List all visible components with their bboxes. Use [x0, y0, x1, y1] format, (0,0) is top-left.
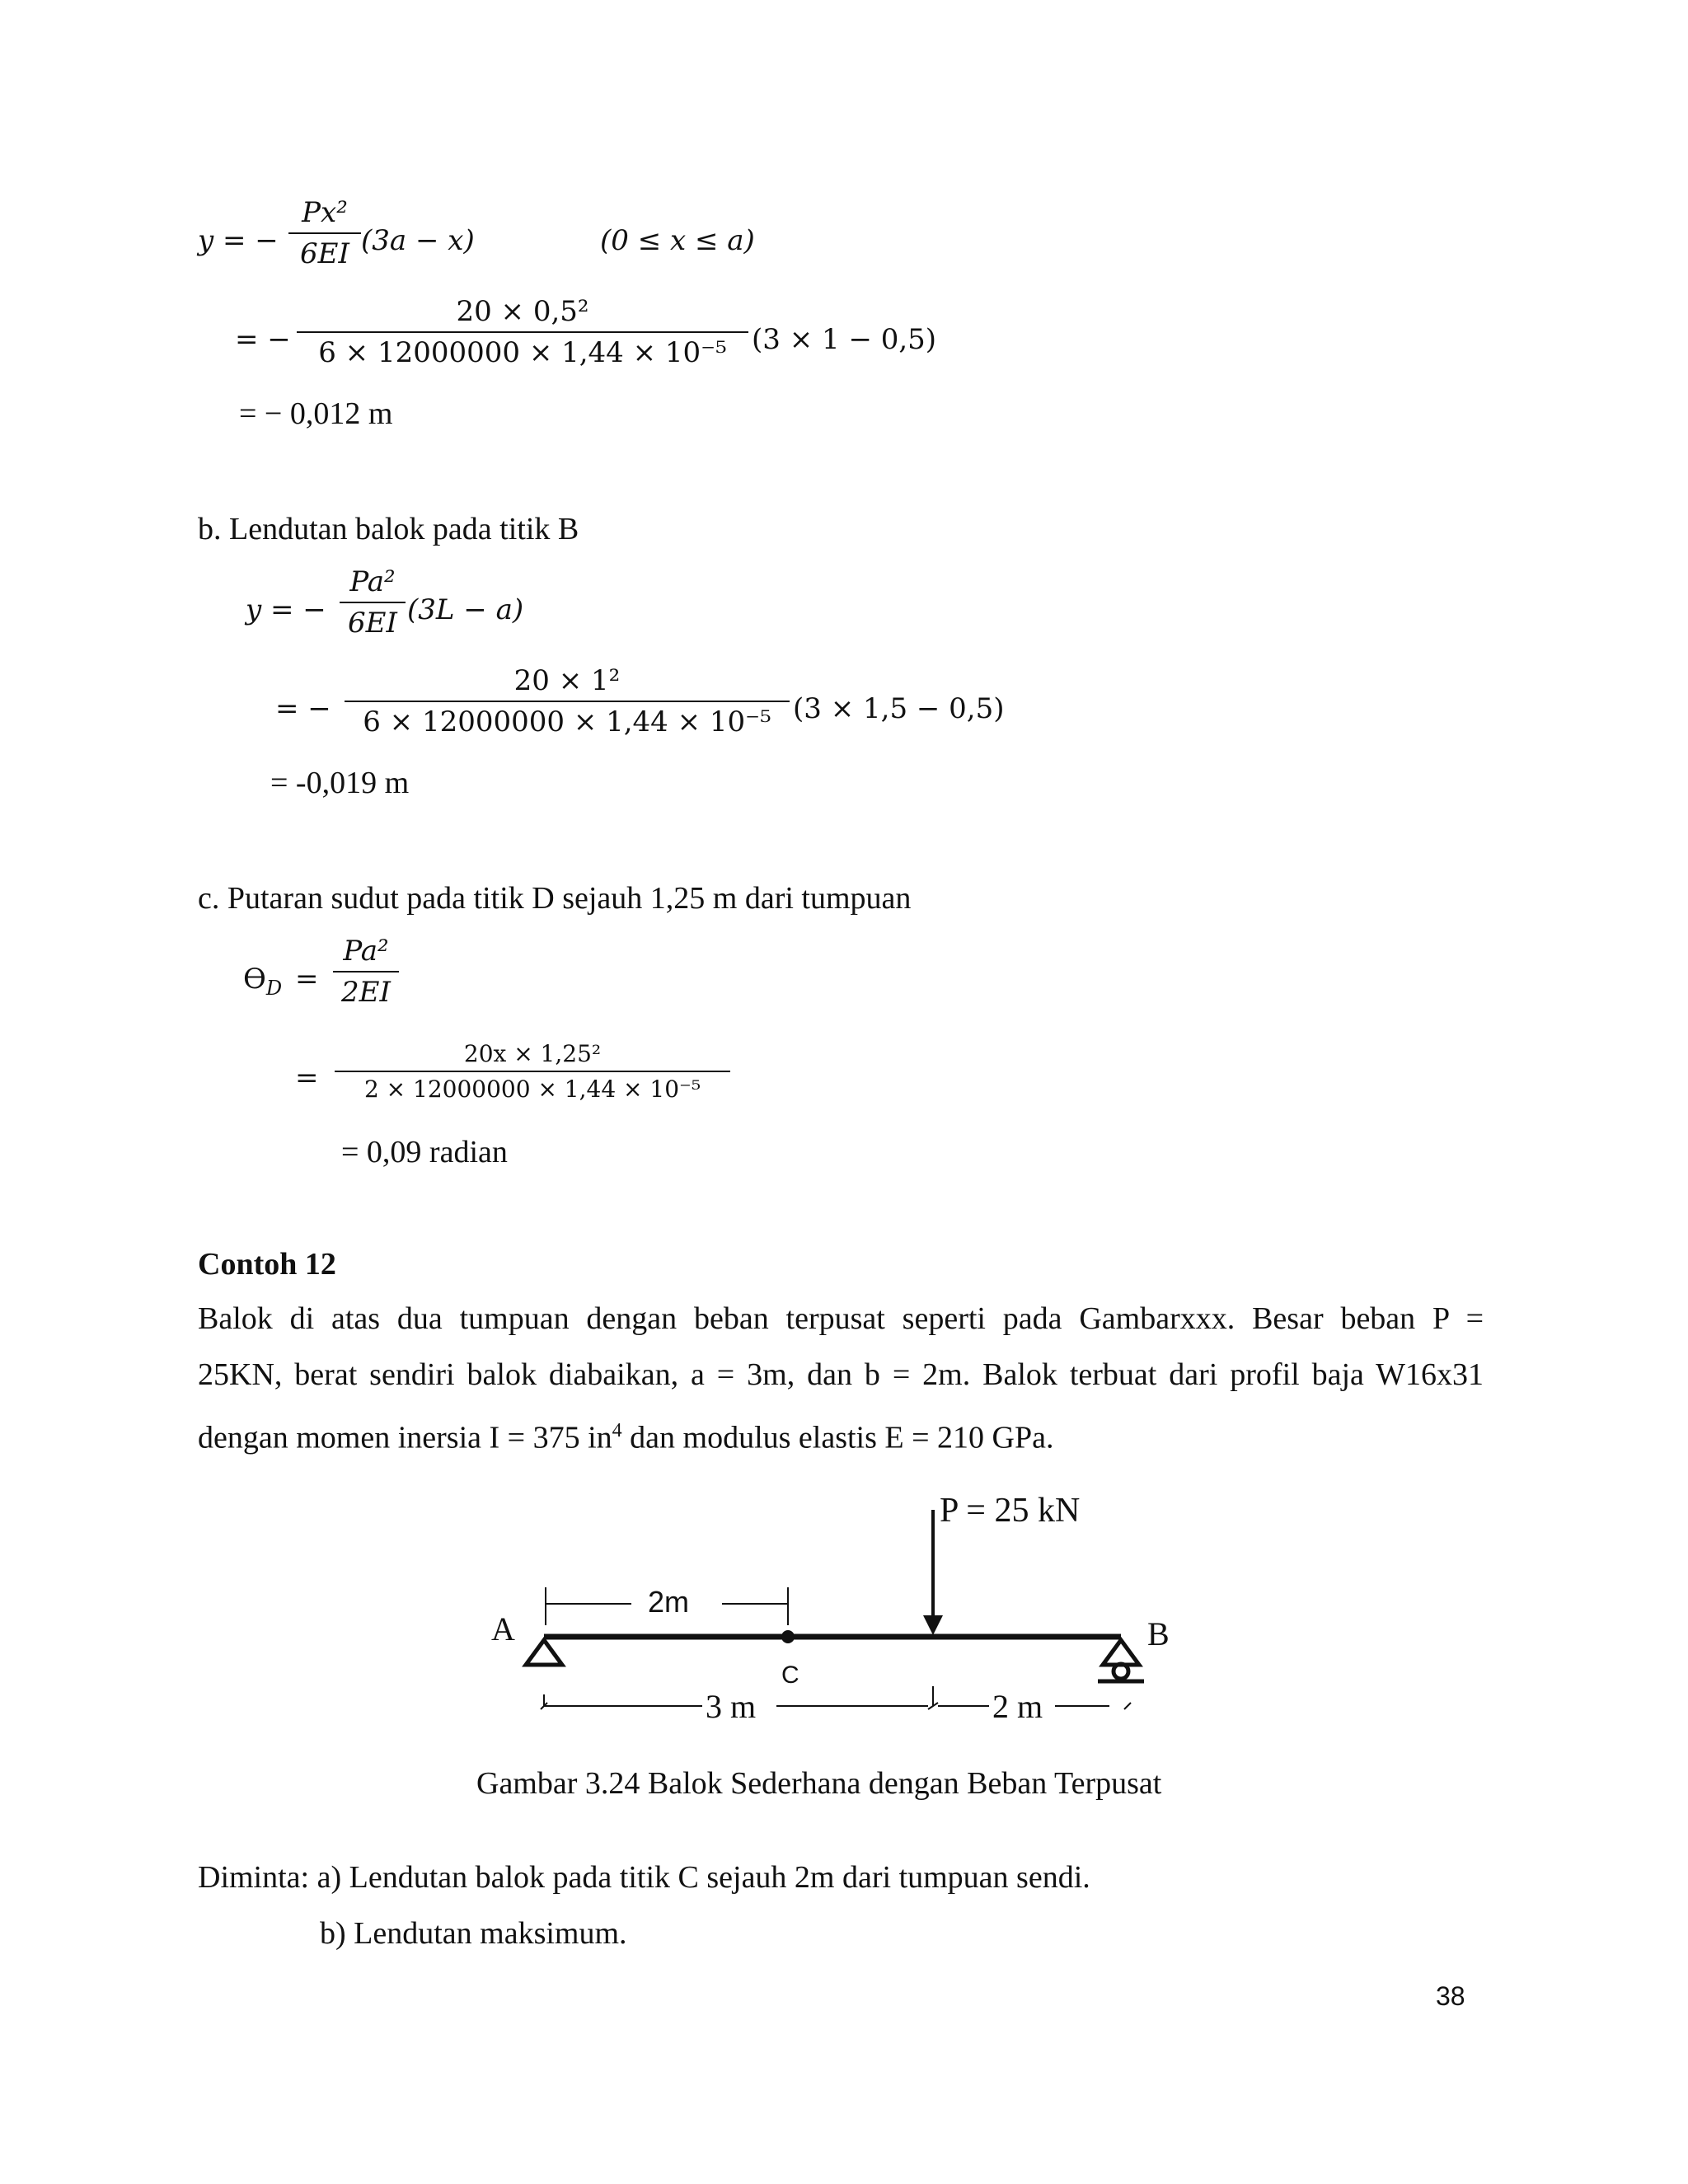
example-heading: Contoh 12	[198, 1247, 336, 1282]
example-paragraph	[198, 1291, 1484, 1466]
part-a-eq2-denominator: 6 × 12000000 × 1,44 × 10⁻⁵	[318, 336, 727, 369]
dim-right-label: 2 m	[992, 1688, 1043, 1725]
pin-support-a	[526, 1640, 562, 1665]
example-line-1: Balok di atas dua tumpuan dengan beban terpusat seperti pada Gambarxxx. Besar beban P =	[198, 1301, 1484, 1336]
part-b-eq1-tail: (3L − a)	[407, 593, 524, 626]
part-a-eq3-result: = − 0,012 m	[239, 396, 393, 431]
part-c-eq2-lhs: =	[295, 1062, 319, 1094]
dim-top-label: 2m	[648, 1585, 690, 1619]
part-a-eq1-condition: (0 ≤ x ≤ a)	[600, 224, 755, 257]
figure-caption: Gambar 3.24 Balok Sederhana dengan Beban Terpusat	[476, 1766, 1162, 1801]
part-c-eq2-fraction	[335, 1040, 730, 1103]
part-b-eq3-result: = -0,019 m	[270, 766, 410, 800]
theta-subscript: D	[265, 976, 283, 1000]
part-a-eq2-tail: (3 × 1 − 0,5)	[752, 323, 937, 356]
part-b-eq1-denominator: 6EI	[348, 607, 397, 640]
part-c-eq1-equals: =	[295, 963, 319, 996]
part-a-eq1-tail: (3a − x)	[361, 224, 475, 257]
part-a-eq2-lhs: = −	[235, 323, 291, 356]
part-b-eq2-tail: (3 × 1,5 − 0,5)	[793, 692, 1005, 725]
inch-exponent: 4	[612, 1420, 622, 1441]
example-line-2: 25KN, berat sendiri balok diabaikan, a = 3m, dan b = 2m. Balok terbuat dari profil baja W16x31	[198, 1357, 1484, 1392]
part-c-eq2-denominator: 2 × 12000000 × 1,44 × 10⁻⁵	[363, 1076, 701, 1103]
label-a: A	[491, 1610, 515, 1647]
beam-figure	[462, 1475, 1187, 1747]
theta-symbol: ϴ	[243, 963, 266, 996]
label-b: B	[1147, 1615, 1170, 1652]
part-c-eq1-lhs	[243, 963, 282, 1000]
part-b-eq1-numerator: Pa²	[349, 565, 396, 598]
load-arrow-head	[923, 1615, 943, 1635]
part-b-eq2-lhs: = −	[275, 692, 331, 725]
example-line-3-end: dan modulus elastis E = 210 GPa.	[621, 1420, 1054, 1455]
fraction-bar	[335, 1071, 730, 1072]
part-a-eq1-lhs: y = −	[198, 224, 279, 257]
part-c-title: c. Putaran sudut pada titik D sejauh 1,25 m dari tumpuan	[198, 881, 912, 916]
dim-left-label: 3 m	[706, 1688, 757, 1725]
label-c: C	[781, 1661, 799, 1689]
point-c-marker	[781, 1630, 795, 1643]
part-c-eq1-fraction	[333, 935, 399, 1009]
part-c-eq1-denominator: 2EI	[341, 976, 391, 1009]
fraction-bar	[297, 331, 748, 333]
part-a-eq1-fraction	[288, 196, 361, 270]
part-c-eq2-numerator: 20x × 1,25²	[463, 1040, 602, 1067]
example-line-3	[198, 1403, 1484, 1466]
part-a-eq2-numerator: 20 × 0,5²	[456, 295, 589, 328]
part-b-eq2-denominator: 6 × 12000000 × 1,44 × 10⁻⁵	[363, 705, 771, 738]
part-b-eq1-fraction	[340, 565, 406, 640]
fraction-bar	[340, 602, 406, 603]
part-c-eq1-numerator: Pa²	[343, 935, 389, 968]
dim-bottom-right-mark	[1124, 1703, 1131, 1709]
roller-support-b	[1103, 1640, 1139, 1665]
part-c-eq3-result: = 0,09 radian	[341, 1135, 508, 1169]
example-line-3-start: dengan momen inersia I = 375 in	[198, 1420, 612, 1455]
load-label: P = 25 kN	[940, 1492, 1081, 1530]
fraction-bar	[333, 971, 399, 972]
part-b-title: b. Lendutan balok pada titik B	[198, 512, 579, 546]
part-a-eq1-numerator: Px²	[302, 196, 348, 229]
asked-line-2: b) Lendutan maksimum.	[320, 1916, 627, 1951]
part-a-eq2-fraction	[297, 295, 748, 369]
part-b-eq2-numerator: 20 × 1²	[513, 664, 621, 697]
fraction-bar	[345, 701, 790, 702]
page-number: 38	[1436, 1981, 1465, 2011]
part-b-eq1-lhs: y = −	[246, 593, 326, 626]
fraction-bar	[288, 232, 361, 234]
asked-line-1: Diminta: a) Lendutan balok pada titik C sejauh 2m dari tumpuan sendi.	[198, 1860, 1090, 1895]
part-b-eq2-fraction	[345, 664, 790, 738]
part-a-eq1-denominator: 6EI	[300, 237, 349, 270]
